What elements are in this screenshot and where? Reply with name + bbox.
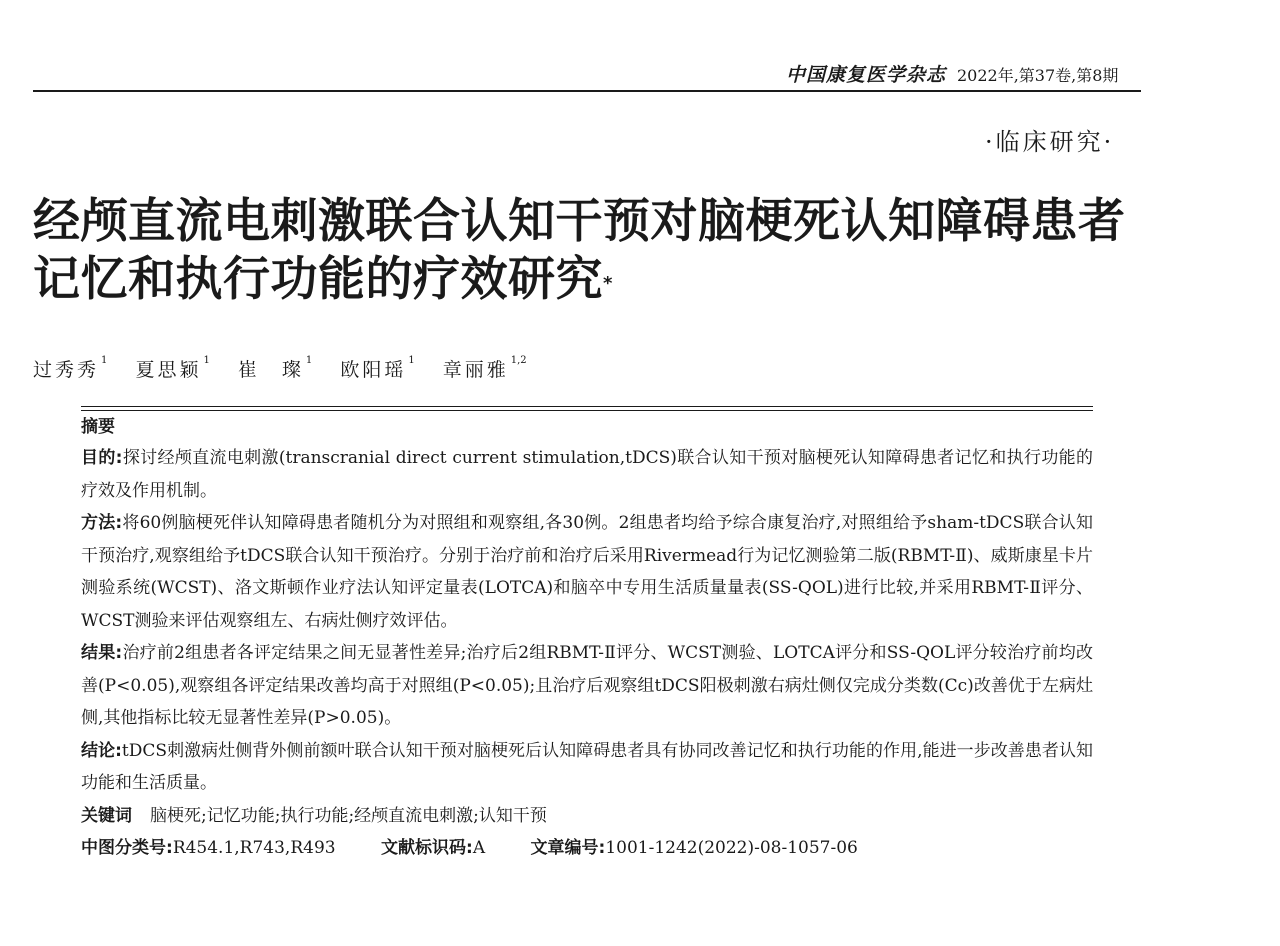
author [442,355,527,381]
clc-item [81,838,336,858]
abstract-heading: 摘要 [81,417,115,437]
header-rule [33,90,1141,92]
abstract-rule-top [81,406,1093,407]
abstract-rule-top-inner [81,410,1093,411]
journal-name: 中国康复医学杂志 [786,64,947,86]
journal-issue: 2022年,第37卷,第8期 [957,66,1119,85]
author-name: 章丽雅 [442,359,509,381]
author-list [33,355,549,382]
author [340,355,415,381]
title-line-1: 经颅直流电刺激联合认知干预对脑梗死认知障碍患者 [33,194,1126,249]
author [135,355,210,381]
keywords-text: 脑梗死;记忆功能;执行功能;经颅直流电刺激;认知干预 [150,805,547,826]
author-affiliation: 1 [408,355,415,366]
abstract [81,415,1093,865]
classification-row [81,832,1093,865]
abstract-conclusion [81,735,1093,800]
clc-value: R454.1,R743,R493 [172,838,336,858]
results-text: 治疗前2组患者各评定结果之间无显著性差异;治疗后2组RBMT-Ⅱ评分、WCST测验、LOTCA评分和SS-QOL评分较治疗前均改善(P<0.05),观察组各评定结果改善均高于对照组(P<0.05);且治疗后观察组tDCS阳极刺激右病灶侧仅完成分类数(Cc)改善优于左病灶侧,其他指标比较无显著性差异(P>0.05)。 [81,643,1093,728]
title-line-2 [33,251,1153,309]
author-affiliation: 1,2 [510,355,527,366]
author-affiliation: 1 [101,355,108,366]
conclusion-text: tDCS刺激病灶侧背外侧前额叶联合认知干预对脑梗死后认知障碍患者具有协同改善记忆和执行功能的作用,能进一步改善患者认知功能和生活质量。 [81,740,1093,793]
results-label: 结果: [81,643,123,663]
article-no-value: 1001-1242(2022)-08-1057-06 [605,838,858,858]
keywords-label: 关键词 [81,805,132,826]
author [33,355,108,381]
section-tag: ·临床研究· [985,128,1115,156]
author-affiliation: 1 [305,355,313,366]
objective-label: 目的: [81,448,123,468]
methods-label: 方法: [81,513,123,533]
doc-code-value: A [472,838,486,858]
author-name: 过秀秀 [33,359,100,381]
methods-text: 将60例脑梗死伴认知障碍患者随机分为对照组和观察组,各30例。2组患者均给予综合康复治疗,对照组给予sham-tDCS联合认知干预治疗,观察组给予tDCS联合认知干预治疗。分别于治疗前和治疗后采用Rivermead行为记忆测验第二版(RBMT-Ⅱ)、威斯康星卡片测验系统(WCST)、洛文斯顿作业疗法认知评定量表(LOTCA)和脑卒中专用生活质量量表(SS-QOL)进行比较,并采用RBMT-Ⅱ评分、WCST测验来评估观察组左、右病灶侧疗效评估。 [81,513,1093,631]
doc-code-label: 文献标识码: [381,838,473,858]
paper-title [33,193,1153,309]
article-no-item [531,838,858,858]
clc-label: 中图分类号: [81,838,173,858]
abstract-objective [81,442,1093,507]
conclusion-label: 结论: [81,740,122,761]
title-line-2-text: 记忆和执行功能的疗效研究 [33,252,603,307]
author-name: 欧阳瑶 [340,359,407,381]
objective-text: 探讨经颅直流电刺激(transcranial direct current stimulation,tDCS)联合认知干预对脑梗死认知障碍患者记忆和执行功能的疗效及作用机制。 [81,448,1093,501]
author-name: 夏思颖 [135,359,202,381]
abstract-methods [81,507,1093,637]
keywords [81,800,1093,833]
article-no-label: 文章编号: [530,838,606,858]
doc-code-item [381,838,485,858]
abstract-results [81,637,1093,735]
author-affiliation: 1 [203,355,210,366]
author-name: 崔 璨 [237,359,304,381]
author [237,355,313,381]
title-footnote-mark: * [603,273,613,294]
